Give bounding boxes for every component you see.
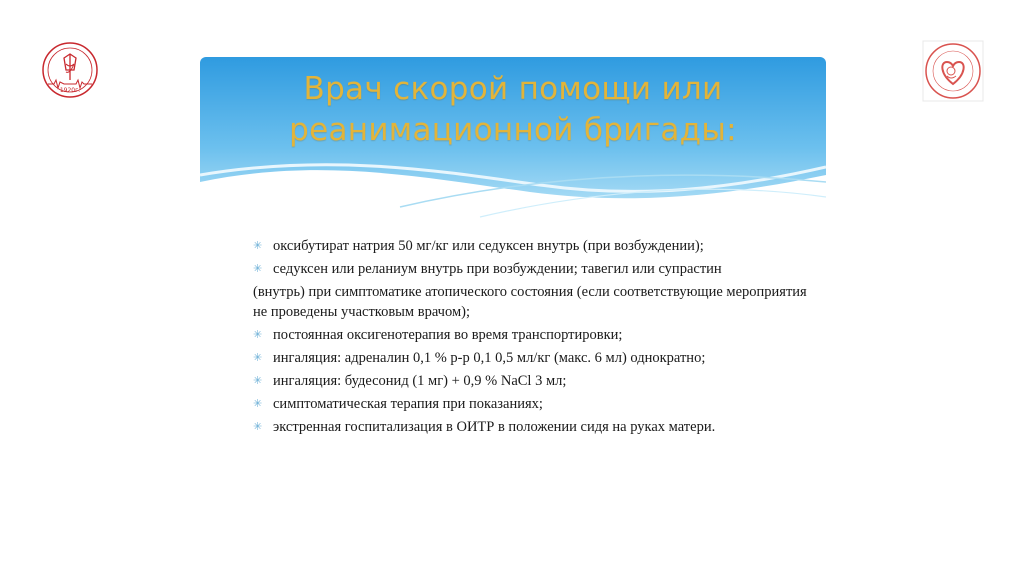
- university-logo: [40, 40, 100, 100]
- clinic-logo: [922, 40, 984, 102]
- bullet-icon: ✳: [253, 352, 263, 364]
- list-item: ✳ экстренная госпитализация в ОИТР в положении сидя на руках матери.: [253, 419, 716, 435]
- bullet-icon: ✳: [253, 398, 263, 410]
- list-item: ✳ седуксен или реланиум внутрь при возбуждении; тавегил или супрастин: [253, 261, 722, 277]
- title-line-1: Врач скорой помощи или: [303, 71, 723, 107]
- list-item: ✳ постоянная оксигенотерапия во время транспортировки;: [253, 327, 623, 343]
- bullet-icon: ✳: [253, 263, 263, 275]
- bullet-icon: ✳: [253, 421, 263, 433]
- bullet-icon: ✳: [253, 329, 263, 341]
- list-item: ✳ симптоматическая терапия при показаниях;: [253, 396, 543, 412]
- title-line-2: реанимационной бригады:: [289, 112, 737, 148]
- bullet-icon: ✳: [253, 375, 263, 387]
- title-banner: [200, 57, 826, 222]
- list-item: ✳ оксибутират натрия 50 мг/кг или седуксен внутрь (при возбуждении);: [253, 238, 704, 254]
- list-item: ✳ ингаляция: адреналин 0,1 % р-р 0,1 0,5 мл/кг (макс. 6 мл) однократно;: [253, 350, 706, 366]
- content-list: [253, 236, 813, 440]
- list-item: ✳ ингаляция: будесонид (1 мг) + 0,9 % NaCl 3 мл;: [253, 373, 567, 389]
- list-continuation: (внутрь) при симптоматике атопического состояния (если соответствующие мероприятия не проведены участковым врачом);: [253, 284, 807, 320]
- bullet-icon: ✳: [253, 240, 263, 252]
- slide-title: [200, 69, 826, 151]
- svg-text:1920г.: 1920г.: [59, 87, 81, 94]
